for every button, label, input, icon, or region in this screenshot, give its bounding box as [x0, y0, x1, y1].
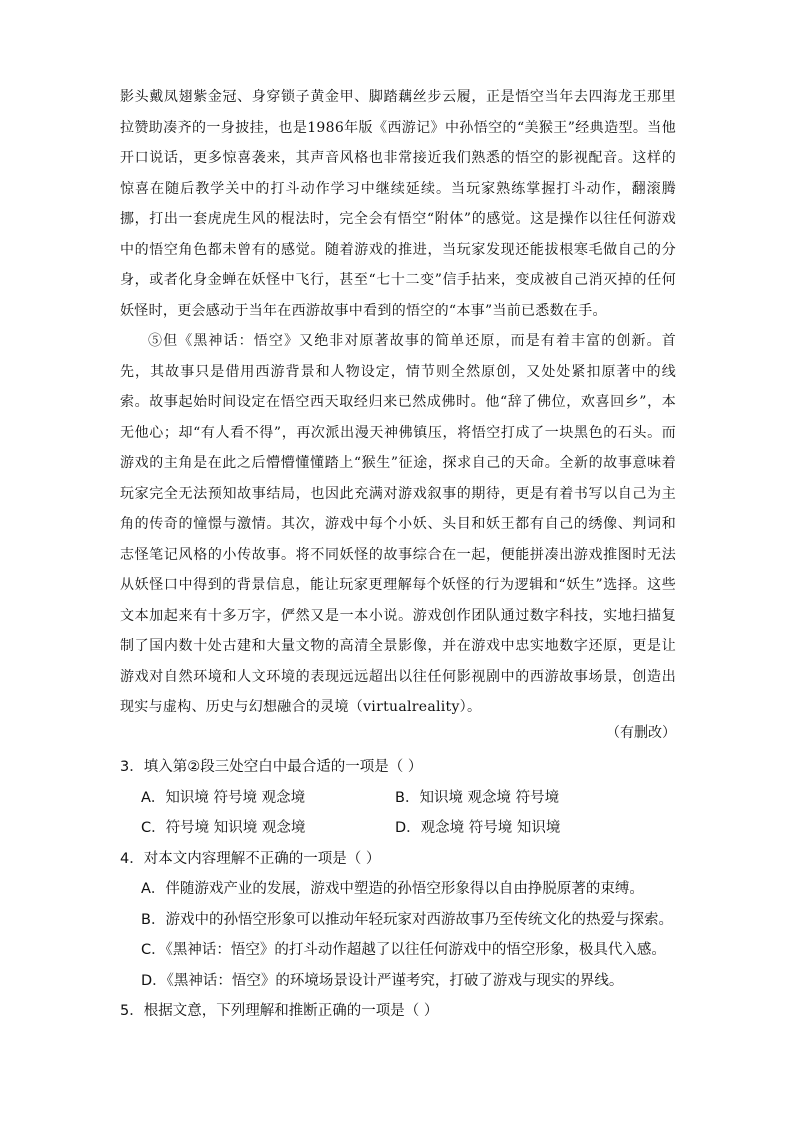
question-5	[120, 996, 680, 1027]
passage-paragraph-continued: 影头戴凤翅紫金冠、身穿锁子黄金甲、脚踏藕丝步云履，正是悟空当年去四海龙王那里拉赞助凑齐的一身披挂，也是1986年版《西游记》中孙悟空的“美猴王”经典造型。当他开口说话，更多惊喜袭来，其声音风格也非常接近我们熟悉的悟空的影视配音。这样的惊喜在随后教学关中的打斗动作学习中继续延续。当玩家熟练掌握打斗动作，翻滚腾挪，打出一套虎虎生风的棍法时，完全会有悟空“附体”的感觉。这是操作以往任何游戏中的悟空角色都未曾有的感觉。随着游戏的推进，当玩家发现还能拔根寒毛做自己的分身，或者化身金蝉在妖怪中飞行，甚至“七十二变”信手拈来，变成被自己消灭掉的任何妖怪时，更会感动于当年在西游故事中看到的悟空的“本事”当前已悉数在手。	[120, 89, 676, 319]
question-stem: 3．填入第②段三处空白中最合适的一项是（ ）	[120, 759, 423, 775]
question-stem: 5．根据文意，下列理解和推断正确的一项是（ ）	[120, 1003, 439, 1019]
question-3	[120, 752, 680, 844]
passage-paragraph-5: ⑤但《黑神话：悟空》又绝非对原著故事的简单还原，而是有着丰富的创新。首先，其故事只是借用西游背景和人物设定，情节则全然原创，又处处紧扣原著中的线索。故事起始时间设定在悟空西天取经归来已然成佛时。他“辞了佛位，欢喜回乡”，本无他心；却“有人看不得”，再次派出漫天神佛镇压，将悟空打成了一块黑色的石头。而游戏的主角是在此之后懵懵懂懂踏上“猴生”征途，探求自己的天命。全新的故事意味着玩家完全无法预知故事结局，也因此充满对游戏叙事的期待，更是有着书写以自己为主角的传奇的憧憬与激情。其次，游戏中每个小妖、头目和妖王都有自己的绣像、判词和志怪笔记风格的小传故事。将不同妖怪的故事综合在一起，便能拼凑出游戏推图时无法从妖怪口中得到的背景信息，能让玩家更理解每个妖怪的行为逻辑和“妖生”选择。这些文本加起来有十多万字，俨然又是一本小说。游戏创作团队通过数字科技，实地扫描复制了国内数十处古建和大量文物的高清全景影像，并在游戏中忠实地数字还原，更是让游戏对自然环境和人文环境的表现远远超出以往任何影视剧中的西游故事场景，创造出现实与虚构、历史与幻想融合的灵境（virtualreality）。	[120, 333, 676, 715]
option-d[interactable]: D．《黑神话：悟空》的环境场景设计严谨考究，打破了游戏与现实的界线。	[141, 972, 624, 989]
option-d[interactable]: D．观念境 符号境 知识境	[395, 820, 561, 836]
option-row	[120, 783, 680, 814]
question-4	[120, 844, 680, 997]
question-stem: 4．对本文内容理解不正确的一项是（ ）	[120, 850, 381, 867]
option-b[interactable]: B．知识境 观念境 符号境	[395, 789, 560, 806]
option-a[interactable]: A．伴随游戏产业的发展，游戏中塑造的孙悟空形象得以自由挣脱原著的束缚。	[141, 881, 644, 897]
reading-passage	[120, 82, 676, 723]
option-row	[120, 813, 680, 844]
option-c[interactable]: C．符号境 知识境 观念境	[141, 820, 306, 836]
question-list	[120, 752, 680, 1027]
passage-source-note: （有删改）	[606, 725, 676, 741]
option-c[interactable]: C．《黑神话：悟空》的打斗动作超越了以往任何游戏中的悟空形象，极具代入感。	[141, 942, 666, 958]
option-b[interactable]: B．游戏中的孙悟空形象可以推动年轻玩家对西游故事乃至传统文化的热爱与探索。	[141, 911, 673, 928]
option-a[interactable]: A．知识境 符号境 观念境	[141, 789, 306, 806]
